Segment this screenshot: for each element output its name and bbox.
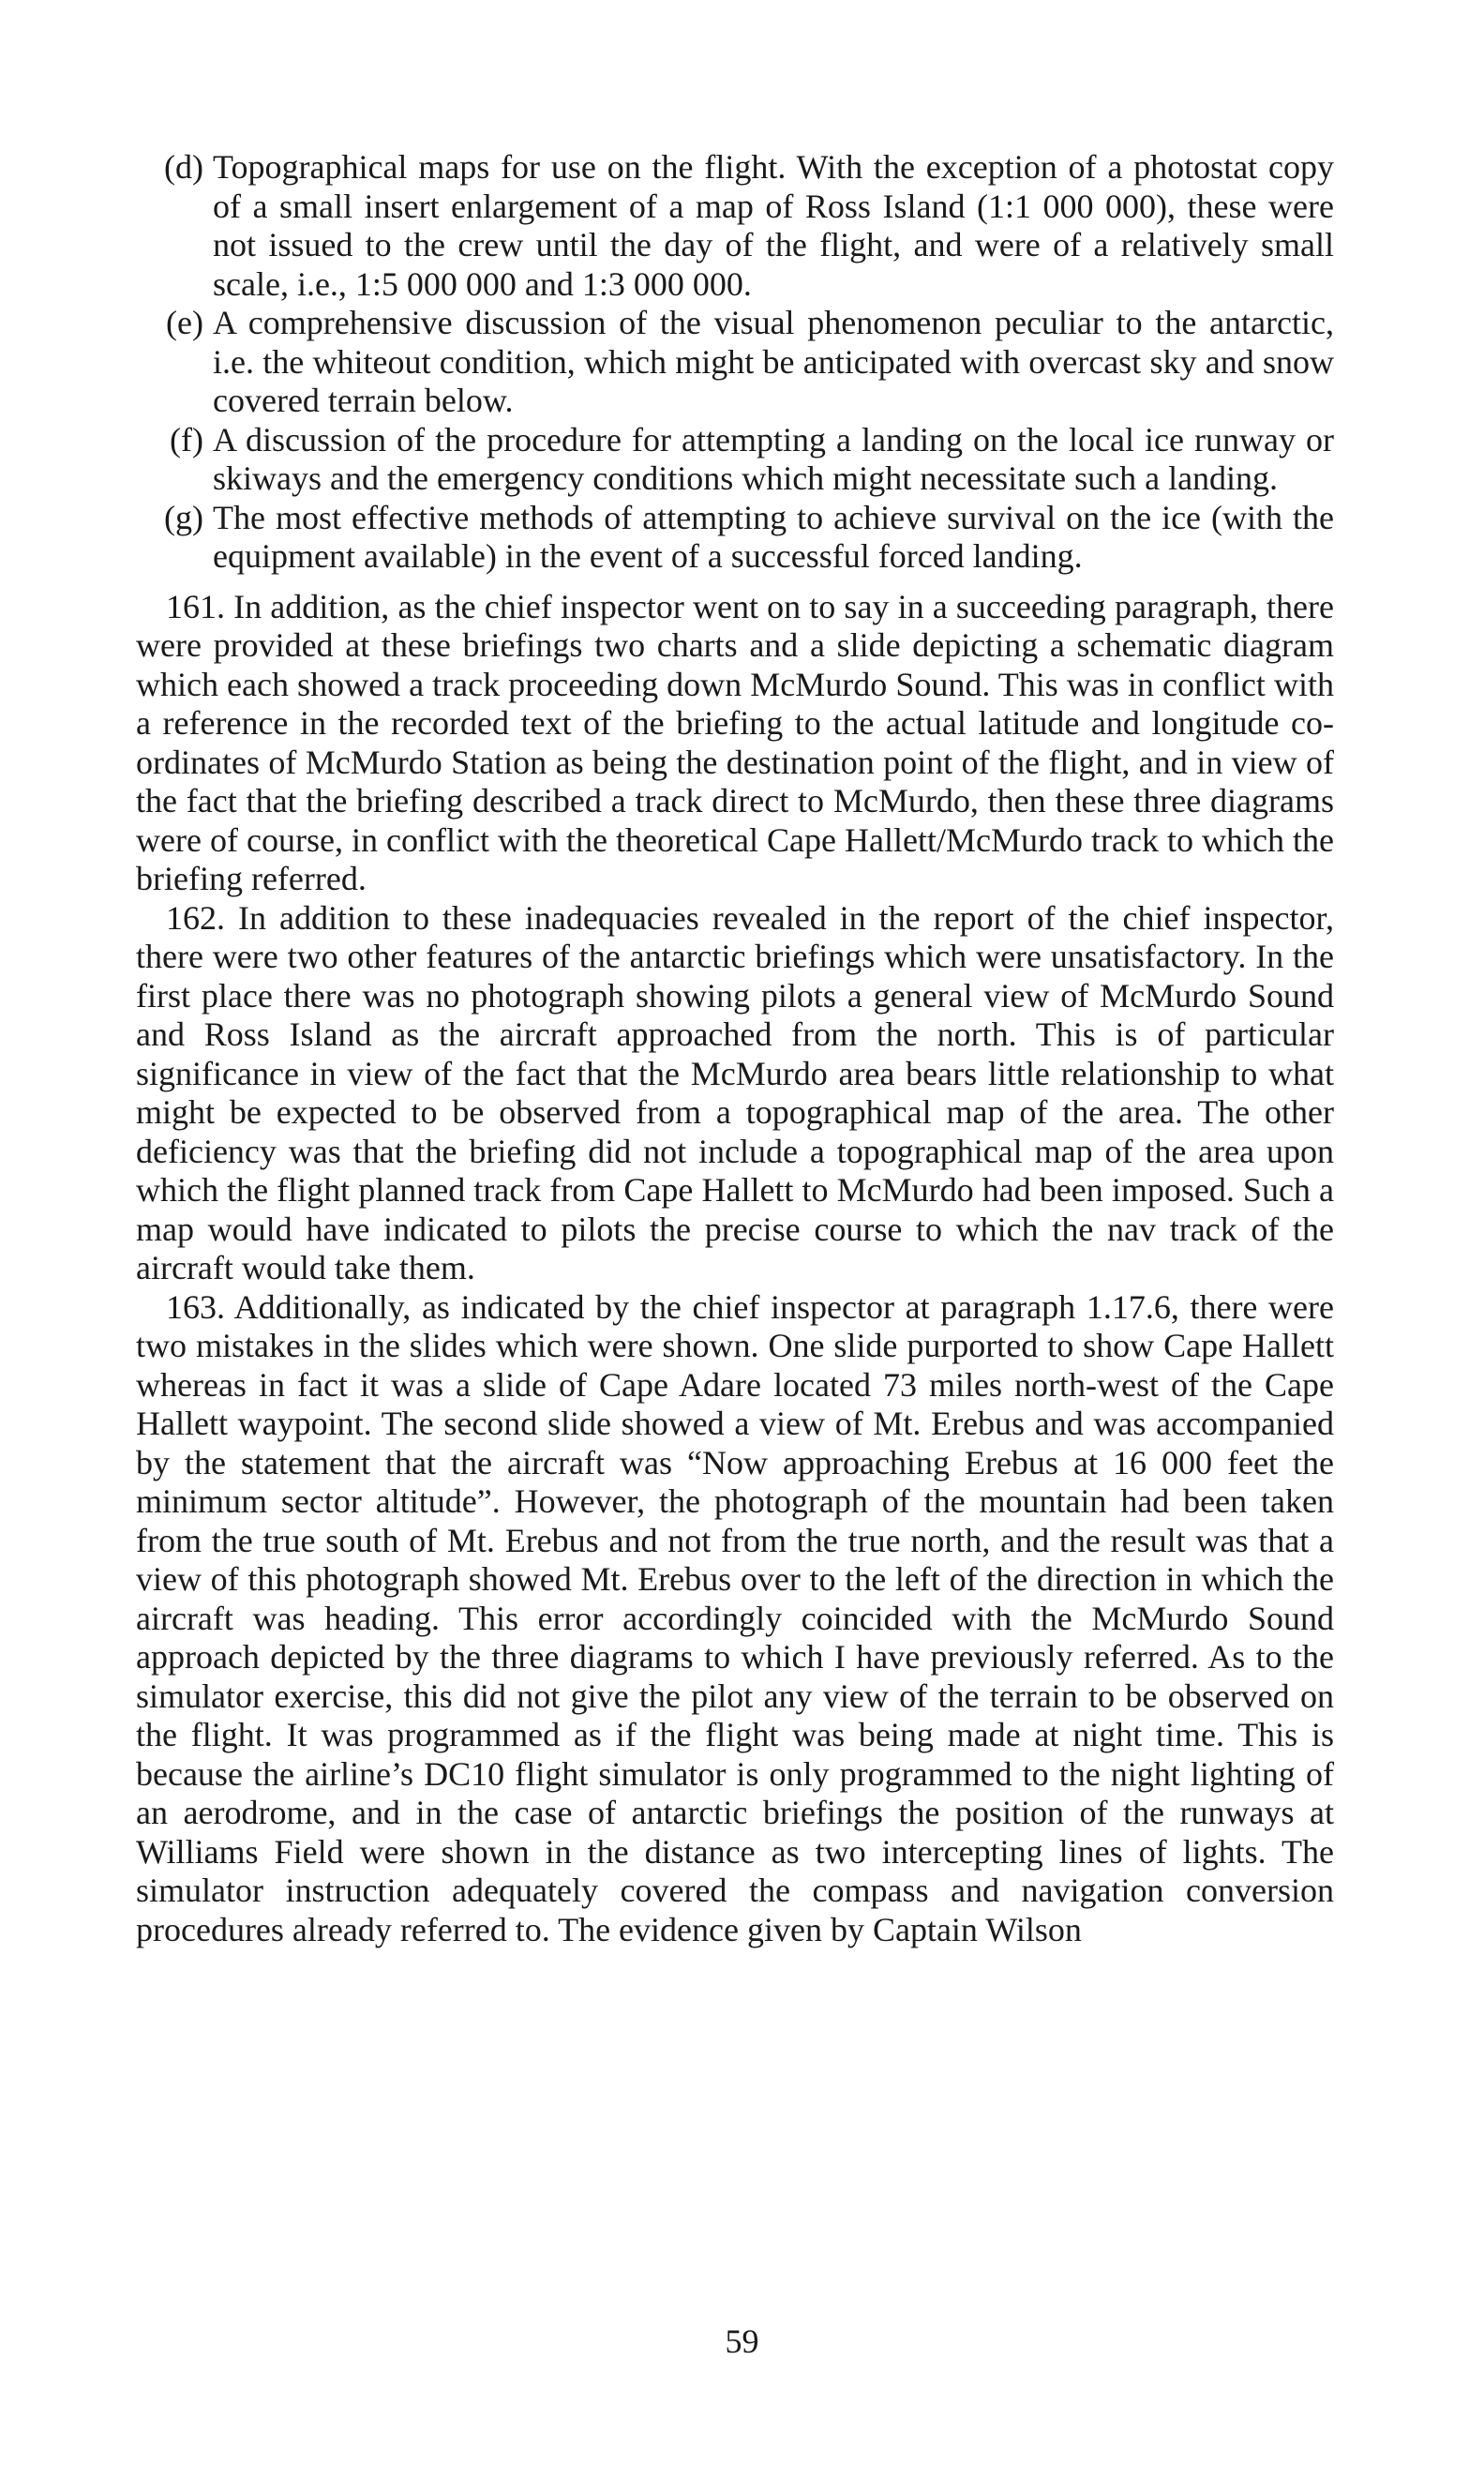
list-text: The most effective methods of attempting to achieve survival on the ice (with the equipment available) in the event of a successful forced landing. (213, 498, 1334, 575)
page-number: 59 (725, 2323, 759, 2360)
list-label: (e) (166, 304, 203, 341)
paragraph-161: 161. In addition, as the chief inspector went on to say in a succeeding paragraph, there were provided at these briefings two charts and a slide depicting a schematic diagram which each showed a track proceeding down McMurdo Sound. This was in conflict with a reference in the recorded text of the briefing to the actual latitude and longitude co-ordinates of McMurdo Station as being the destination point of the flight, and in view of the fact that the briefing described a track direct to McMurdo, then these three diagrams were of course, in conflict with the theoretical Cape Hallett/McMurdo track to which the briefing referred. (136, 587, 1334, 897)
list-text: Topographical maps for use on the flight. With the exception of a photostat copy of a small insert enlargement of a map of Ross Island (1:1 000 000), these were not issued to the crew until the day of the flight, and were of a relatively small scale, i.e., 1:5 000 000 and 1:3 000 000. (213, 148, 1334, 303)
list-item-g (136, 499, 1334, 577)
list-label: (f) (170, 420, 203, 459)
list-text: A comprehensive discussion of the visual phenomenon peculiar to the antarctic, i.e. the whiteout condition, which might be anticipated with overcast sky and snow covered terrain below. (213, 304, 1334, 419)
list-item-d (136, 148, 1334, 304)
list-label: (d) (164, 148, 203, 186)
paragraph-163: 163. Additionally, as indicated by the chief inspector at paragraph 1.17.6, there were two mistakes in the slides which were shown. One slide purported to show Cape Hallett whereas in fact it was a slide of Cape Adare located 73 miles north-west of the Cape Hallett waypoint. The second slide showed a view of Mt. Erebus and was accompanied by the statement that the aircraft was “Now approaching Erebus at 16 000 feet the minimum sector altitude”. However, the photograph of the mountain had been taken from the true south of Mt. Erebus and not from the true north, and the result was that a view of this photograph showed Mt. Erebus over to the left of the direction in which the aircraft was heading. This error accordingly coincided with the McMurdo Sound approach depicted by the three diagrams to which I have previously referred. As to the simulator exercise, this did not give the pilot any view of the terrain to be observed on the flight. It was programmed as if the flight was being made at night time. This is because the airline’s DC10 flight simulator is only programmed to the night lighting of an aerodrome, and in the case of antarctic briefings the position of the runways at Williams Field were shown in the distance as two intercepting lines of lights. The simulator instruction adequately covered the compass and navigation conversion procedures already referred to. The evidence given by Captain Wilson (136, 1287, 1334, 1948)
list-item-e (136, 304, 1334, 421)
list-label: (g) (164, 498, 203, 536)
list-text: A discussion of the procedure for attempting a landing on the local ice runway or skiways and the emergency conditions which might necessitate such a landing. (213, 420, 1334, 497)
list-item-f (136, 421, 1334, 499)
document-body (136, 148, 1334, 1949)
paragraph-162: 162. In addition to these inadequacies revealed in the report of the chief inspector, there were two other features of the antarctic briefings which were unsatisfactory. In the first place there was no photograph showing pilots a general view of McMurdo Sound and Ross Island as the aircraft approached from the north. This is of particular significance in view of the fact that the McMurdo area bears little relationship to what might be expected to be observed from a topographical map of the area. The other deficiency was that the briefing did not include a topographical map of the area upon which the flight planned track from Cape Hallett to McMurdo had been imposed. Such a map would have indicated to pilots the precise course to which the nav track of the aircraft would take them. (136, 898, 1334, 1286)
